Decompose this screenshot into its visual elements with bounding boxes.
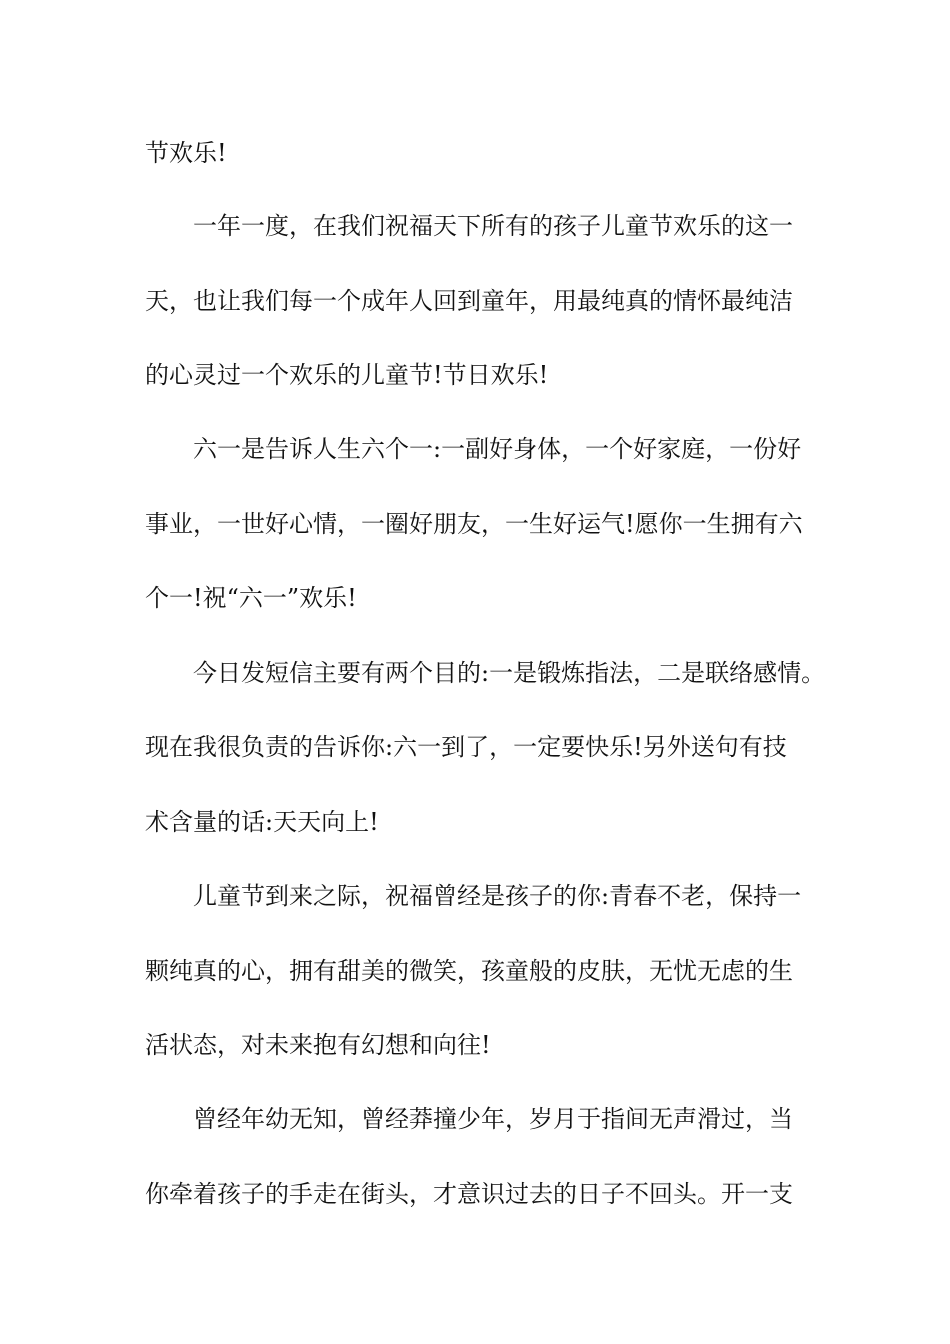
text-line: 颗纯真的心，拥有甜美的微笑，孩童般的皮肤，无忧无虑的生 [145, 957, 793, 985]
paragraph-first-line: 今日发短信主要有两个目的:一是锻炼指法，二是联络感情。 [193, 659, 826, 687]
paragraph-first-line: 六一是告诉人生六个一:一副好身体，一个好家庭，一份好 [193, 435, 802, 463]
text-line: 天，也让我们每一个成年人回到童年，用最纯真的情怀最纯洁 [145, 287, 793, 315]
paragraph-first-line: 曾经年幼无知，曾经莽撞少年，岁月于指间无声滑过，当 [193, 1105, 793, 1133]
text-line: 术含量的话:天天向上! [145, 808, 379, 836]
text-line: 现在我很负责的告诉你:六一到了，一定要快乐!另外送句有技 [145, 733, 787, 761]
paragraph-first-line: 一年一度，在我们祝福天下所有的孩子儿童节欢乐的这一 [193, 212, 793, 240]
text-line: 的心灵过一个欢乐的儿童节!节日欢乐! [145, 361, 549, 389]
paragraph-first-line: 儿童节到来之际，祝福曾经是孩子的你:青春不老，保持一 [193, 882, 802, 910]
text-line: 事业，一世好心情，一圈好朋友，一生好运气!愿你一生拥有六 [145, 510, 803, 538]
text-line: 节欢乐! [145, 139, 227, 167]
text-line: 你牵着孩子的手走在街头，才意识过去的日子不回头。开一支 [145, 1180, 793, 1208]
text-line: 个一!祝“六一”欢乐! [145, 584, 357, 612]
text-line: 活状态，对未来抱有幻想和向往! [145, 1031, 491, 1059]
